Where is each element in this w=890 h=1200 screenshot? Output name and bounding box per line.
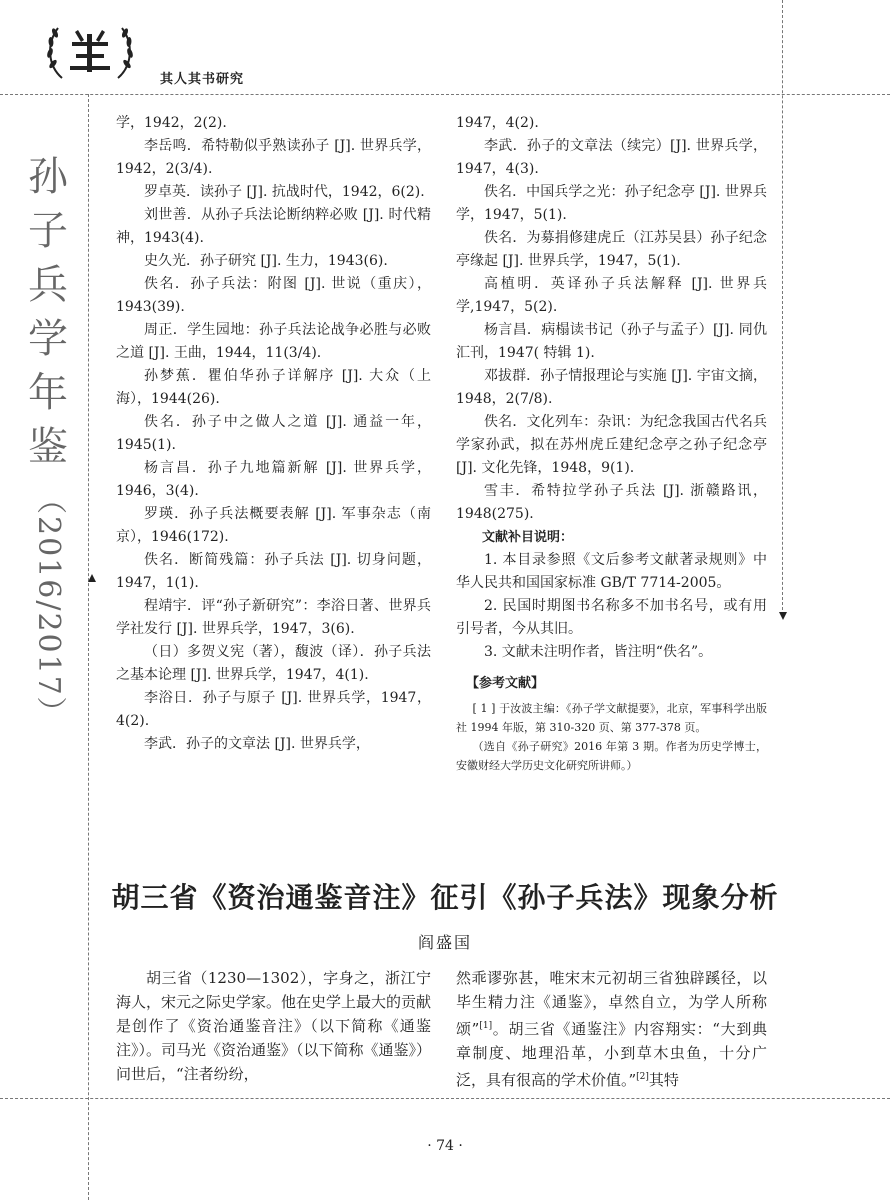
bib-entry: 学，1942，2(2). [116,115,227,131]
side-title-char: 学 [28,316,68,362]
article-author: 阎盛国 [417,933,472,952]
note-item: 2. 民国时期图书名称多不加书名号，或有用引号者，今从其旧。 [456,598,767,637]
note-item: 1. 本目录参照《文后参考文献著录规则》中华人民共和国国家标准 GB/T 7714-2005。 [456,552,767,591]
bib-entry: 李武．孙子的文章法（续完）[J]. 世界兵学，1947，4(3). [456,138,767,177]
bib-entry: 李武．孙子的文章法 [J]. 世界兵学， [144,736,370,752]
side-title-char: 年 [28,370,68,416]
bib-entry: 李岳鸣．希特勒似乎熟读孙子 [J]. 世界兵学，1942，2(3/4). [116,138,431,177]
note-item: 3. 文献未注明作者，皆注明“佚名”。 [484,644,713,660]
right-margin-line [782,0,783,610]
references-title: 【参考文献】 [466,676,545,691]
citation-marker: [2] [636,1072,649,1082]
bibliography-right-column [456,112,767,775]
side-title-char: 子 [28,208,68,254]
article-title: 胡三省《资治通鉴音注》征引《孙子兵法》现象分析 [111,881,779,914]
section-label: 其人其书研究 [160,72,245,87]
bib-entry: 高植明．英译孙子兵法解释 [J]. 世界兵学,1947，5(2). [456,276,767,315]
reference-item: [ 1 ] 于汝波主编：《孙子学文献提要》，北京，军事科学出版社 1994 年版，第 310-320 页、第 377-378 页。 [456,702,767,734]
bib-entry: （日）多贺义宪（著），馥波（译）．孙子兵法之基本论理 [J]. 世界兵学，1947，4(1). [116,644,431,683]
article-body-right [456,966,767,1092]
article-body-left [116,966,431,1086]
bib-entry: 佚名．中国兵学之光：孙子纪念亭 [J]. 世界兵学，1947，5(1). [456,184,767,223]
bib-entry: 佚名．为募捐修建虎丘（江苏吴县）孙子纪念亭缘起 [J]. 世界兵学，1947，5(1). [456,230,767,269]
article-text: 然乖谬弥甚，唯宋末元初胡三省独辟蹊径，以毕生精力注《通鉴》，卓然自立，为学人所称颂” [456,969,767,1038]
bib-entry: 佚名．孙子兵法：附图 [J]. 世说（重庆），1943(39). [116,276,431,315]
article-text: 。胡三省《通鉴注》内容翔实：“大到典章制度、地理沿革，小到草木虫鱼，十分广泛，具有很高的学术价值。” [456,1020,768,1089]
journal-logo [40,20,140,86]
article-paragraph [456,966,767,1092]
citation-marker: [1] [479,1021,493,1031]
bib-entry: 佚名．断简残篇：孙子兵法 [J]. 切身问题，1947，1(1). [116,552,431,591]
bib-entry: 佚名．孙子中之做人之道 [J]. 通益一年，1945(1). [116,414,431,453]
notes-title: 文献补目说明： [482,530,574,545]
yearbook-side-title [28,150,68,729]
bib-entry: 史久光．孙子研究 [J]. 生力，1943(6). [144,253,388,269]
bib-entry: 孙梦蕉．瞿伯华孙子详解序 [J]. 大众（上海），1944(26). [116,368,431,407]
left-margin-line [88,94,89,1200]
bib-entry: 程靖宇．评“孙子新研究”：李浴日著、世界兵学社发行 [J]. 世界兵学，1947，3(6). [116,598,431,637]
top-divider [0,94,890,95]
source-note: （选自《孙子研究》2016 年第 3 期。作者为历史学博士，安徽财经大学历史文化研究所讲师。） [456,740,767,772]
article-text: 其特 [648,1071,679,1089]
bib-entry: 佚名．文化列车：杂讯：为纪念我国古代名兵学家孙武，拟在苏州虎丘建纪念亭之孙子纪念亭 [J]. 文化先锋，1948，9(1). [456,414,767,476]
arrow-down-icon [779,612,787,620]
references-list [456,699,767,775]
side-title-char: 鉴 [28,424,68,470]
side-title-char: 兵 [28,262,68,308]
bib-entry: 邓拔群．孙子情报理论与实施 [J]. 宇宙文摘，1948，2(7/8). [456,368,767,407]
bib-entry: 罗瑛．孙子兵法概要表解 [J]. 军事杂志（南京），1946(172). [116,506,431,545]
bib-entry: 雪丰．希特拉学孙子兵法 [J]. 浙赣路讯，1948(275). [456,483,767,522]
bib-entry: 刘世善．从孙子兵法论断纳粹必败 [J]. 时代精神，1943(4). [116,207,431,246]
bibliography-left-column [116,112,431,756]
article-paragraph: 胡三省（1230—1302），字身之，浙江宁海人，宋元之际史学家。他在史学上最大的贡献是创作了《资治通鉴音注》（以下简称《通鉴注》）。司马光《资治通鉴》（以下简称《通鉴》）问世后，“注者纷纷， [116,969,432,1083]
bib-entry: 周正．学生园地：孙子兵法论战争必胜与必败之道 [J]. 王曲，1944，11(3/4). [116,322,431,361]
bib-entry: 罗卓英．读孙子 [J]. 抗战时代，1942，6(2). [144,184,425,200]
bib-entry: 1947，4(2). [456,115,539,131]
bib-entry: 李浴日．孙子与原子 [J]. 世界兵学，1947，4(2). [116,690,431,729]
bib-entry: 杨言昌．孙子九地篇新解 [J]. 世界兵学，1946，3(4). [116,460,431,499]
page-number: · 74 · [427,1138,463,1154]
side-title-char: 孙 [28,154,68,200]
side-title-year: （2016/2017） [31,484,66,729]
bib-entry: 杨言昌．病榻读书记（孙子与孟子）[J]. 同仇汇刊，1947( 特辑 1). [456,322,767,361]
bottom-divider [0,1098,890,1099]
arrow-up-icon [88,574,96,582]
